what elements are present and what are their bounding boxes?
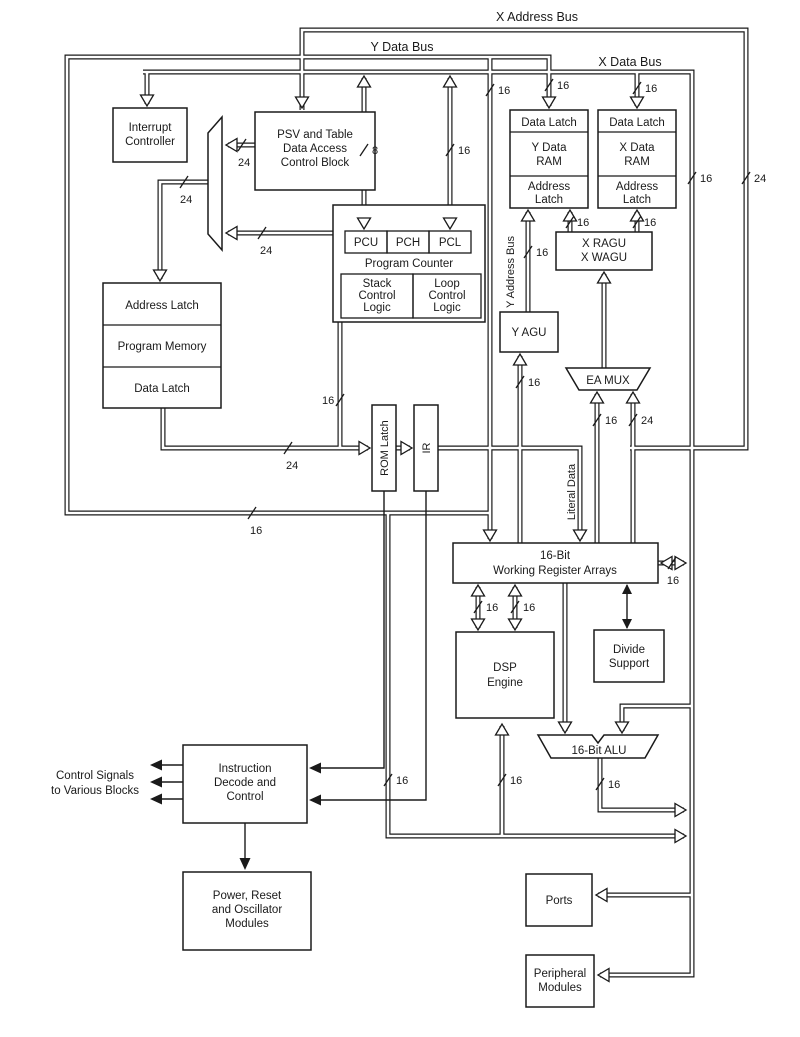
pm-address-latch-label: Address Latch xyxy=(125,300,199,312)
working-register-arrays-block xyxy=(453,543,658,583)
y-agu-label: Y AGU xyxy=(511,327,547,339)
ir-block xyxy=(414,405,438,491)
interrupt-controller-label-1: Interrupt xyxy=(128,122,172,134)
width-16-xragu-xram: 16 xyxy=(644,217,657,229)
width-16-yram-feed: 16 xyxy=(557,80,570,92)
psv-label-3: Control Block xyxy=(280,157,350,169)
x-ragu-wagu-block xyxy=(556,232,652,270)
xram-data-latch-label: Data Latch xyxy=(609,117,665,129)
divide-label-2: Support xyxy=(608,658,650,670)
stack-logic-label-2: Control xyxy=(358,290,396,302)
instr-decode-label-1: Instruction xyxy=(218,763,272,775)
width-16-xram-feed: 16 xyxy=(645,83,658,95)
peripheral-modules-block xyxy=(526,955,594,1007)
psv-table-access-block xyxy=(255,112,375,190)
ir-label: IR xyxy=(421,442,433,454)
loop-logic-label-3: Logic xyxy=(433,302,461,314)
power-reset-oscillator-block xyxy=(183,872,311,950)
width-24-instr-bus: 24 xyxy=(286,460,299,472)
yram-address-latch-label-2: Latch xyxy=(534,194,564,206)
yram-name-label-2: RAM xyxy=(536,156,562,168)
stack-logic-label-3: Logic xyxy=(363,302,391,314)
wra-label-2: Working Register Arrays xyxy=(493,565,617,577)
yram-address-latch-label-1: Address xyxy=(527,181,571,193)
dsp-label-2: Engine xyxy=(487,677,523,689)
pcl-label: PCL xyxy=(438,237,462,249)
x-address-bus-label: X Address Bus xyxy=(496,10,578,24)
width-16-xbus-drop: 16 xyxy=(700,173,713,185)
power-label-1: Power, Reset xyxy=(212,890,282,902)
literal-data-label: Literal Data xyxy=(566,463,578,521)
address-mux-shape xyxy=(208,117,222,250)
xram-address-latch-label-2: Latch xyxy=(622,194,652,206)
instr-decode-label-3: Control xyxy=(226,791,264,803)
instruction-decode-block xyxy=(183,745,307,823)
width-8-psv-pc: 8 xyxy=(372,145,379,157)
width-24-pc-mux: 24 xyxy=(260,245,273,257)
power-label-3: Modules xyxy=(225,918,269,930)
stack-logic-label-1: Stack xyxy=(362,278,392,290)
peripheral-label-1: Peripheral xyxy=(533,968,587,980)
solid-arrowheads xyxy=(150,584,632,870)
width-16-alu-out: 16 xyxy=(608,779,621,791)
control-signals-label-2: to Various Blocks xyxy=(51,785,139,797)
program-counter-label: Program Counter xyxy=(364,258,454,270)
interrupt-controller-block xyxy=(113,108,187,162)
xram-address-latch-label-1: Address xyxy=(615,181,659,193)
x-ragu-label: X RAGU xyxy=(581,238,627,250)
dsp-label-1: DSP xyxy=(493,662,517,674)
ea-mux-block xyxy=(566,368,650,390)
width-16-eamux-left: 16 xyxy=(605,415,618,427)
width-16-pcl: 16 xyxy=(458,145,471,157)
divide-support-block xyxy=(594,630,664,682)
width-24-mux-out: 24 xyxy=(180,194,193,206)
dsp-engine-block xyxy=(456,632,554,718)
ports-block xyxy=(526,874,592,926)
width-24-eamux-right: 24 xyxy=(641,415,654,427)
program-memory-block xyxy=(103,283,221,408)
psv-label-2: Data Access xyxy=(283,143,347,155)
rom-latch-block xyxy=(372,405,396,491)
x-data-bus-label: X Data Bus xyxy=(598,55,662,69)
control-signals-label-1: Control Signals xyxy=(56,770,134,782)
y-data-bus-label: Y Data Bus xyxy=(370,40,434,54)
width-16-ybus-long: 16 xyxy=(250,525,263,537)
width-16-yagu-in: 16 xyxy=(528,377,541,389)
width-16-bottom-left: 16 xyxy=(396,775,409,787)
pcu-label: PCU xyxy=(353,237,379,249)
x-data-ram-block xyxy=(598,110,676,208)
xram-name-label-1: X Data xyxy=(619,142,655,154)
loop-logic-label-2: Control xyxy=(428,290,466,302)
width-16-pc-branch: 16 xyxy=(322,395,335,407)
alu-block xyxy=(538,735,658,758)
rom-latch-label: ROM Latch xyxy=(379,420,391,476)
peripheral-label-2: Modules xyxy=(538,982,582,994)
alu-label: 16-Bit ALU xyxy=(571,745,627,757)
psv-label-1: PSV and Table xyxy=(277,129,353,141)
width-16-wra-bus: 16 xyxy=(666,575,680,587)
pm-program-memory-label: Program Memory xyxy=(117,341,207,353)
instr-decode-label-2: Decode and xyxy=(213,777,277,789)
width-16-ydata-drop: 16 xyxy=(498,85,511,97)
interrupt-controller-label-2: Controller xyxy=(125,136,175,148)
ea-mux-label: EA MUX xyxy=(586,375,630,387)
y-data-ram-block xyxy=(510,110,588,208)
pm-data-latch-label: Data Latch xyxy=(134,383,190,395)
y-address-bus-label: Y Address Bus xyxy=(505,236,517,308)
program-counter-block xyxy=(333,205,485,322)
loop-logic-label-1: Loop xyxy=(434,278,460,290)
yram-name-label-1: Y Data xyxy=(531,142,567,154)
width-24-psv-mux: 24 xyxy=(238,157,251,169)
width-16-wra-dsp-2: 16 xyxy=(523,602,536,614)
pch-label: PCH xyxy=(395,237,421,249)
width-16-xragu-yram: 16 xyxy=(577,217,590,229)
width-16-wra-dsp-1: 16 xyxy=(486,602,499,614)
ports-label: Ports xyxy=(545,895,573,907)
width-16-dsp-riser: 16 xyxy=(510,775,523,787)
width-24-xaddr-drop: 24 xyxy=(754,173,767,185)
y-agu-block xyxy=(500,312,558,352)
x-wagu-label: X WAGU xyxy=(580,252,628,264)
xram-name-label-2: RAM xyxy=(624,156,650,168)
width-16-yaddr: 16 xyxy=(536,247,549,259)
divide-label-1: Divide xyxy=(613,644,645,656)
power-label-2: and Oscillator xyxy=(211,904,283,916)
wra-label-1: 16-Bit xyxy=(539,550,571,562)
yram-data-latch-label: Data Latch xyxy=(521,117,577,129)
